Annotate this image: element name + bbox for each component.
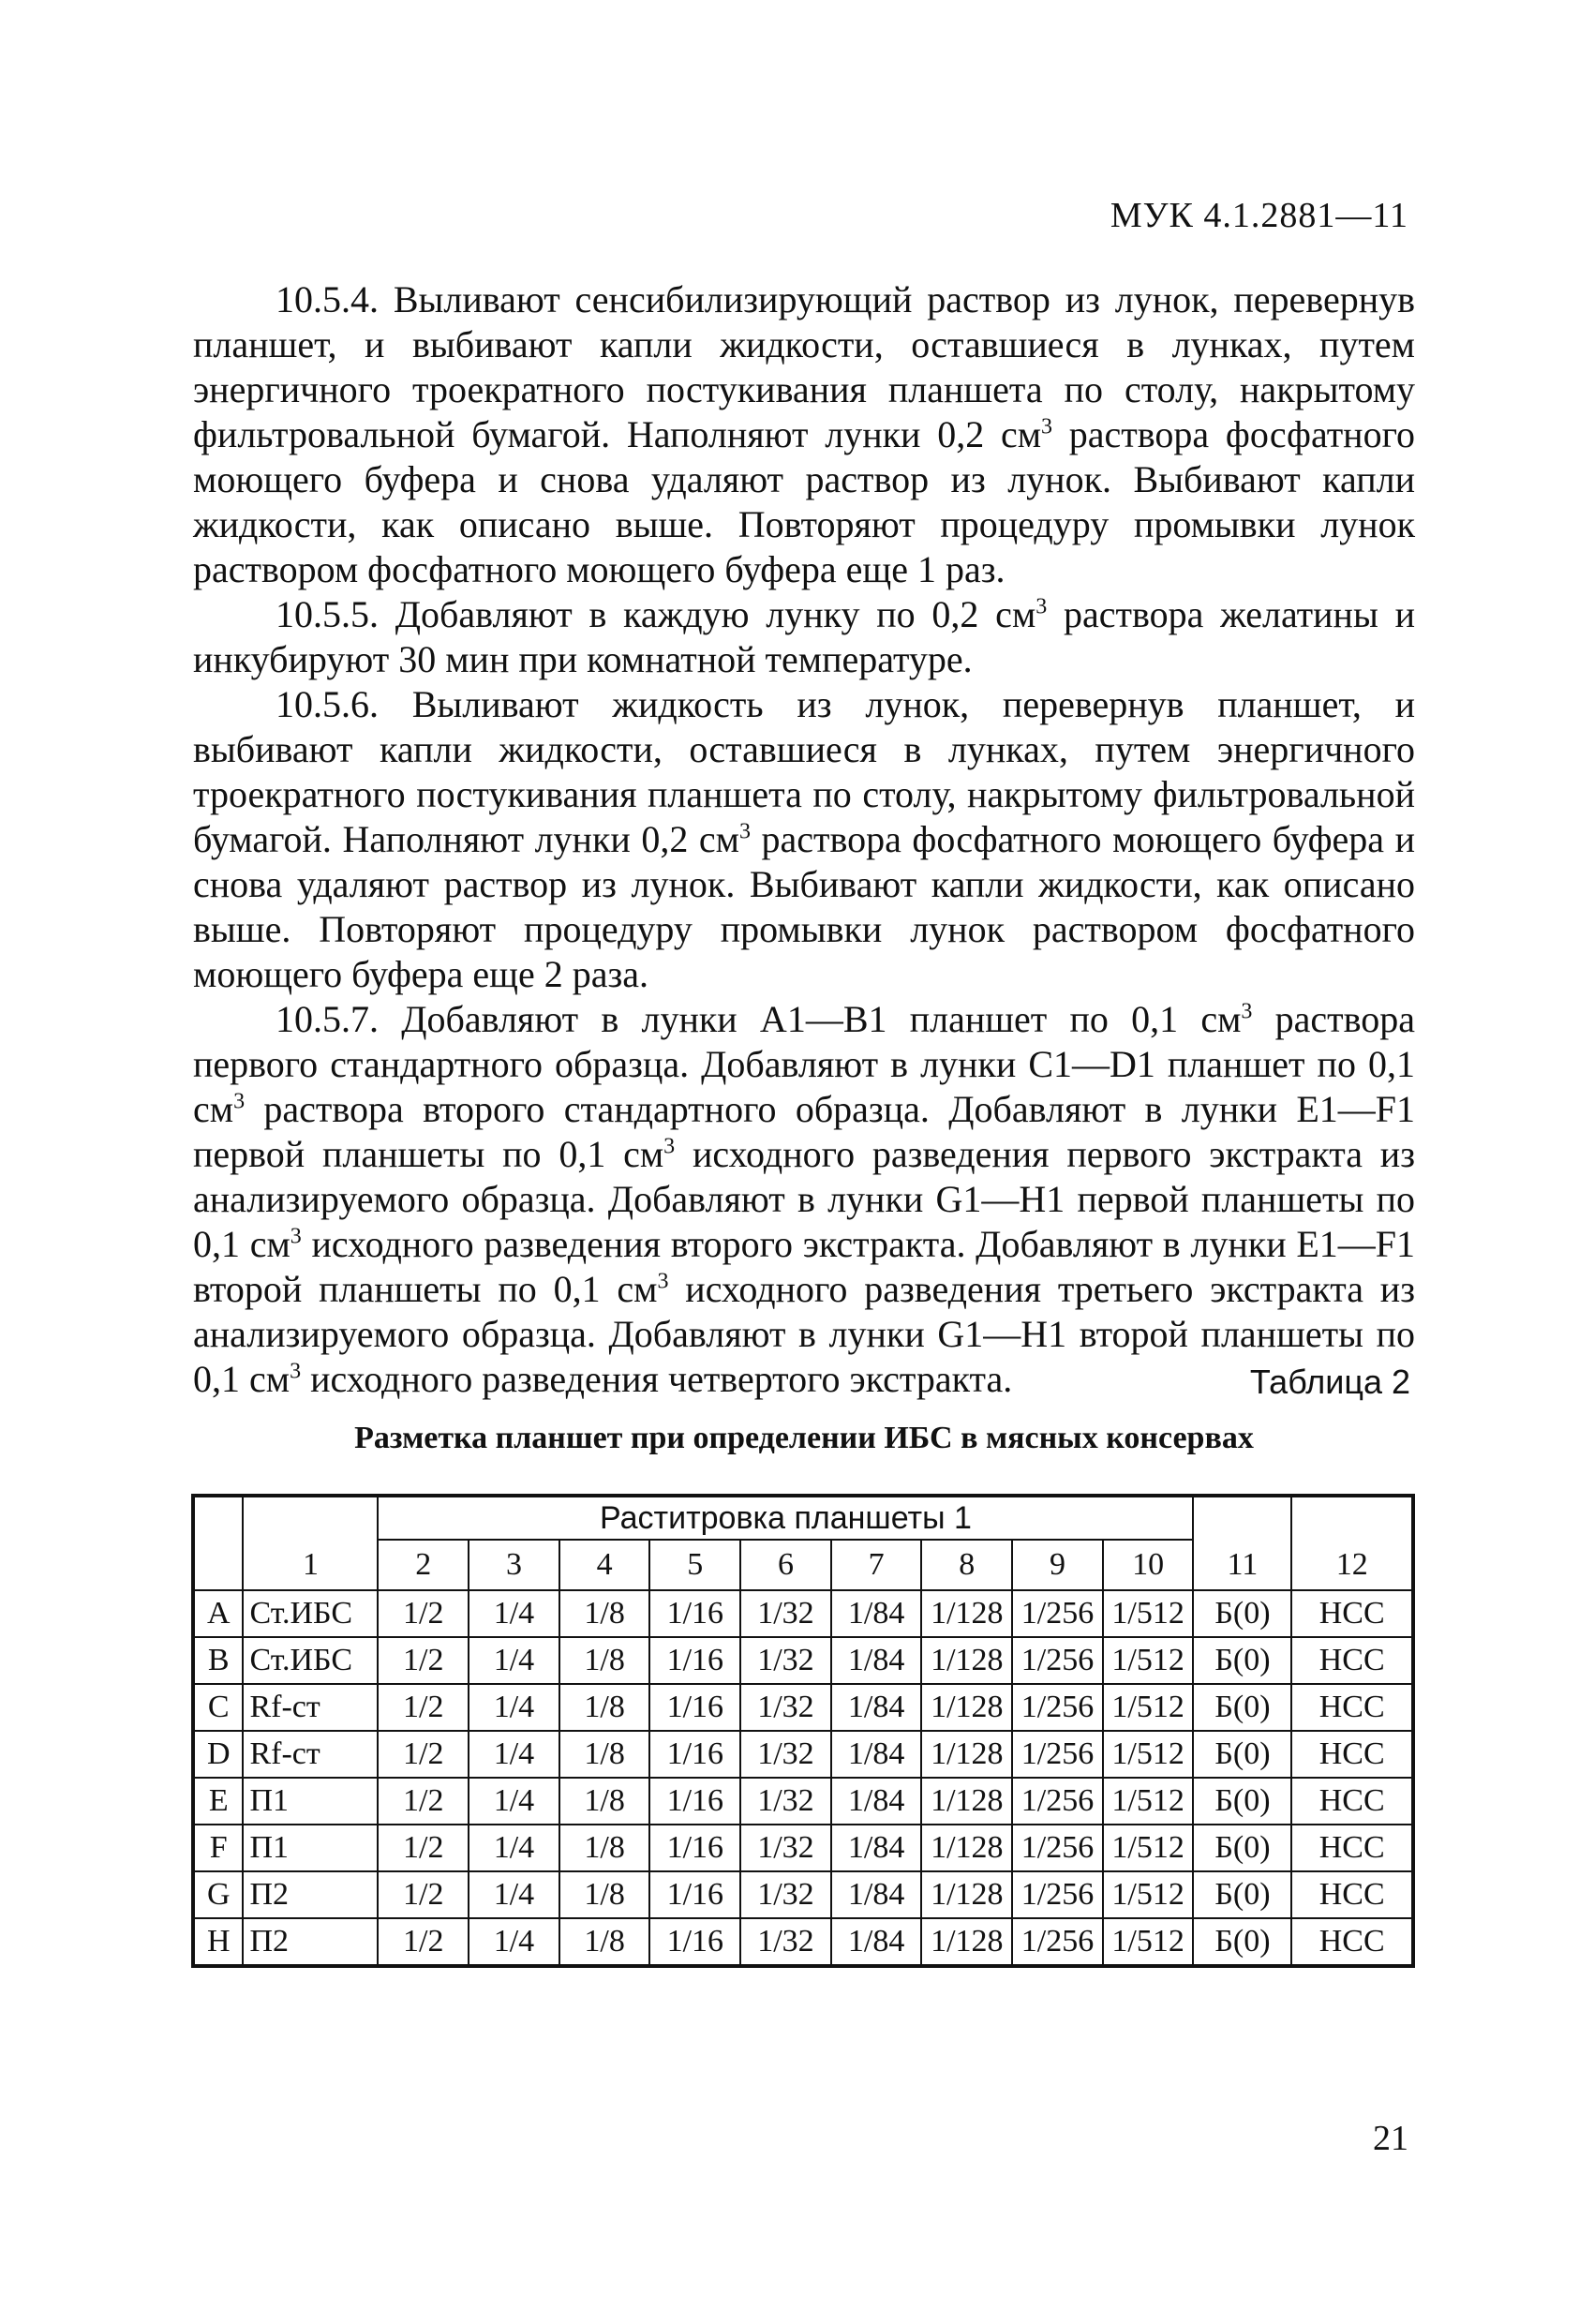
table-row [193, 1918, 1413, 1966]
paragraph-10-5-5: 10.5.5. Добавляют в каждую лунку по 0,2 $см^3$ раствора желатины и инкубируют 30 мин при комнатной температуре. [193, 593, 1415, 680]
dilution-cell: 1/16 [649, 1918, 740, 1966]
table-row [193, 1778, 1413, 1825]
dilution-cell: 1/128 [921, 1637, 1012, 1684]
dilution-cell: НСС [1291, 1918, 1413, 1966]
dilution-cell: 1/128 [921, 1590, 1012, 1637]
superscript-3: 3 [1041, 414, 1053, 439]
plate-layout-table [191, 1494, 1415, 1968]
page-number: 21 [1373, 2119, 1408, 2158]
dilution-cell: 1/128 [921, 1731, 1012, 1778]
dilution-cell: 1/32 [740, 1684, 831, 1731]
dilution-cell: 1/84 [831, 1778, 922, 1825]
dilution-cell: 1/2 [378, 1871, 469, 1918]
dilution-cell: 1/16 [649, 1590, 740, 1637]
dilution-cell: 1/32 [740, 1778, 831, 1825]
dilution-cell: 1/4 [469, 1778, 559, 1825]
sample-cell: Rf-ст [243, 1684, 378, 1731]
dilution-cell: 1/2 [378, 1731, 469, 1778]
row-letter-cell: F [193, 1825, 243, 1871]
titration-group-header: Раститровка планшеты 1 [378, 1496, 1193, 1540]
dilution-cell: Б(0) [1193, 1778, 1291, 1825]
dilution-cell: 1/256 [1012, 1637, 1103, 1684]
row-letter-cell: C [193, 1684, 243, 1731]
dilution-cell: НСС [1291, 1637, 1413, 1684]
dilution-cell: 1/16 [649, 1825, 740, 1871]
dilution-cell: 1/84 [831, 1825, 922, 1871]
dilution-cell: 1/16 [649, 1871, 740, 1918]
column-header: 1 [243, 1540, 378, 1590]
dilution-cell: Б(0) [1193, 1731, 1291, 1778]
row-letter-cell: B [193, 1637, 243, 1684]
dilution-cell: Б(0) [1193, 1684, 1291, 1731]
dilution-cell: 1/256 [1012, 1684, 1103, 1731]
dilution-cell: 1/16 [649, 1778, 740, 1825]
dilution-cell: 1/32 [740, 1825, 831, 1871]
dilution-cell: 1/128 [921, 1684, 1012, 1731]
dilution-cell: НСС [1291, 1590, 1413, 1637]
dilution-cell: 1/8 [559, 1590, 650, 1637]
column-header: 11 [1193, 1540, 1291, 1590]
dilution-cell: 1/84 [831, 1871, 922, 1918]
dilution-cell: 1/4 [469, 1731, 559, 1778]
paragraph-10-5-6: 10.5.6. Выливают жидкость из лунок, перевернув планшет, и выбивают капли жидкости, оставшиеся в лунках, путем энергичного троекратного постукивания планшета по столу, накрытому фильтровальной бумагой. Наполняют лунки 0,2 $см^3$ раствора фосфатного моющего буфера и снова удаляют раствор из лунок. Выбивают капли жидкости, как описано выше. Повторяют процедуру промывки лунок раствором фосфатного моющего буфера еще 2 раза. [193, 683, 1415, 995]
dilution-cell: 1/32 [740, 1918, 831, 1966]
dilution-cell: 1/32 [740, 1871, 831, 1918]
body-text [193, 277, 1415, 1402]
superscript-3: 3 [290, 1359, 302, 1384]
dilution-cell: 1/32 [740, 1590, 831, 1637]
superscript-3: 3 [233, 1089, 246, 1114]
superscript-3: 3 [663, 1134, 676, 1159]
dilution-cell: 1/4 [469, 1918, 559, 1966]
dilution-cell: НСС [1291, 1778, 1413, 1825]
table-header-row-group [193, 1496, 1413, 1540]
sample-cell: П1 [243, 1825, 378, 1871]
column-header: 2 [378, 1540, 469, 1590]
dilution-cell: 1/84 [831, 1637, 922, 1684]
dilution-cell: 1/512 [1103, 1637, 1194, 1684]
row-letter-cell: D [193, 1731, 243, 1778]
superscript-3: 3 [1241, 999, 1253, 1024]
dilution-cell: 1/512 [1103, 1871, 1194, 1918]
dilution-cell: 1/4 [469, 1684, 559, 1731]
dilution-cell: 1/2 [378, 1778, 469, 1825]
dilution-cell: 1/4 [469, 1871, 559, 1918]
dilution-cell: 1/128 [921, 1918, 1012, 1966]
column-header: 12 [1291, 1540, 1413, 1590]
dilution-cell: 1/256 [1012, 1918, 1103, 1966]
dilution-cell: 1/256 [1012, 1825, 1103, 1871]
superscript-3: 3 [738, 819, 751, 844]
dilution-cell: 1/256 [1012, 1778, 1103, 1825]
table-row [193, 1637, 1413, 1684]
dilution-cell: 1/2 [378, 1590, 469, 1637]
sample-cell: Ст.ИБС [243, 1637, 378, 1684]
table-row [193, 1684, 1413, 1731]
dilution-cell: 1/32 [740, 1637, 831, 1684]
dilution-cell: 1/2 [378, 1637, 469, 1684]
table-body [193, 1496, 1413, 1966]
table-header-row-columns [193, 1540, 1413, 1590]
dilution-cell: 1/16 [649, 1684, 740, 1731]
column-header: 6 [740, 1540, 831, 1590]
dilution-cell: 1/84 [831, 1590, 922, 1637]
column-header: 9 [1012, 1540, 1103, 1590]
table-row [193, 1825, 1413, 1871]
dilution-cell: 1/512 [1103, 1684, 1194, 1731]
col12-header-top-cell [1291, 1496, 1413, 1540]
paragraph-10-5-4: 10.5.4. Выливают сенсибилизирующий раствор из лунок, перевернув планшет, и выбивают капли жидкости, оставшиеся в лунках, путем энергичного троекратного постукивания планшета по столу, накрытому фильтровальной бумагой. Наполняют лунки 0,2 $см^3$ раствора фосфатного моющего буфера и снова удаляют раствор из лунок. Выбивают капли жидкости, как описано выше. Повторяют процедуру промывки лунок раствором фосфатного моющего буфера еще 1 раз. [193, 278, 1415, 590]
dilution-cell: НСС [1291, 1731, 1413, 1778]
dilution-cell: 1/128 [921, 1871, 1012, 1918]
dilution-cell: 1/512 [1103, 1590, 1194, 1637]
dilution-cell: Б(0) [1193, 1590, 1291, 1637]
table-row [193, 1731, 1413, 1778]
dilution-cell: 1/84 [831, 1731, 922, 1778]
dilution-cell: 1/256 [1012, 1731, 1103, 1778]
sample-cell: П2 [243, 1871, 378, 1918]
dilution-cell: Б(0) [1193, 1825, 1291, 1871]
column-header: 5 [649, 1540, 740, 1590]
dilution-cell: 1/512 [1103, 1825, 1194, 1871]
dilution-cell: 1/16 [649, 1731, 740, 1778]
col1-header-top-cell [243, 1496, 378, 1540]
dilution-cell: 1/256 [1012, 1871, 1103, 1918]
row-letter-cell: A [193, 1590, 243, 1637]
dilution-cell: 1/128 [921, 1778, 1012, 1825]
column-header: 8 [921, 1540, 1012, 1590]
superscript-3: 3 [1035, 594, 1048, 619]
dilution-cell: 1/32 [740, 1731, 831, 1778]
dilution-cell: Б(0) [1193, 1637, 1291, 1684]
dilution-cell: НСС [1291, 1825, 1413, 1871]
dilution-cell: 1/4 [469, 1590, 559, 1637]
dilution-cell: 1/4 [469, 1825, 559, 1871]
dilution-cell: 1/16 [649, 1637, 740, 1684]
dilution-cell: 1/8 [559, 1871, 650, 1918]
dilution-cell: Б(0) [1193, 1871, 1291, 1918]
superscript-3: 3 [290, 1224, 302, 1249]
column-header: 3 [469, 1540, 559, 1590]
row-letter-cell: H [193, 1918, 243, 1966]
paragraph-10-5-7: 10.5.7. Добавляют в лунки А1—В1 планшет по 0,1 $см^3$ раствора первого стандартного образца. Добавляют в лунки С1—D1 планшет по 0,1 $см^3$ раствора второго стандартного образца. Добавляют в лунки Е1—F1 первой планшеты по 0,1 $см^3$ исходного разведения первого экстракта из анализируемого образца. Добавляют в лунки G1—H1 первой планшеты по 0,1 $см^3$ исходного разведения второго экстракта. Добавляют в лунки Е1—F1 второй планшеты по 0,1 $см^3$ исходного разведения третьего экстракта из анализируемого образца. Добавляют в лунки G1—H1 второй планшеты по 0,1 $см^3$ исходного разведения четвертого экстракта. [193, 998, 1415, 1400]
dilution-cell: 1/2 [378, 1684, 469, 1731]
superscript-3: 3 [657, 1269, 669, 1294]
sample-cell: Ст.ИБС [243, 1590, 378, 1637]
dilution-cell: 1/8 [559, 1778, 650, 1825]
table-title: Разметка планшет при определении ИБС в мясных консервах [354, 1421, 1254, 1455]
dilution-cell: 1/4 [469, 1637, 559, 1684]
dilution-cell: 1/2 [378, 1825, 469, 1871]
dilution-cell: 1/8 [559, 1637, 650, 1684]
sample-cell: П2 [243, 1918, 378, 1966]
dilution-cell: 1/256 [1012, 1590, 1103, 1637]
document-code: МУК 4.1.2881—11 [1110, 196, 1408, 235]
dilution-cell: 1/8 [559, 1731, 650, 1778]
dilution-cell: 1/8 [559, 1918, 650, 1966]
dilution-cell: 1/512 [1103, 1731, 1194, 1778]
dilution-cell: 1/128 [921, 1825, 1012, 1871]
table-row [193, 1590, 1413, 1637]
dilution-cell: Б(0) [1193, 1918, 1291, 1966]
table-number-label: Таблица 2 [1249, 1363, 1410, 1401]
dilution-cell: 1/512 [1103, 1918, 1194, 1966]
dilution-cell: 1/84 [831, 1684, 922, 1731]
row-letter-header-cell [193, 1496, 243, 1590]
dilution-cell: НСС [1291, 1684, 1413, 1731]
sample-cell: П1 [243, 1778, 378, 1825]
dilution-cell: 1/8 [559, 1825, 650, 1871]
dilution-cell: 1/2 [378, 1918, 469, 1966]
column-header: 4 [559, 1540, 650, 1590]
col11-header-top-cell [1193, 1496, 1291, 1540]
column-header: 7 [831, 1540, 922, 1590]
sample-cell: Rf-ст [243, 1731, 378, 1778]
dilution-cell: 1/8 [559, 1684, 650, 1731]
dilution-cell: 1/84 [831, 1918, 922, 1966]
column-header: 10 [1103, 1540, 1194, 1590]
dilution-cell: НСС [1291, 1871, 1413, 1918]
row-letter-cell: E [193, 1778, 243, 1825]
dilution-cell: 1/512 [1103, 1778, 1194, 1825]
row-letter-cell: G [193, 1871, 243, 1918]
table-row [193, 1871, 1413, 1918]
